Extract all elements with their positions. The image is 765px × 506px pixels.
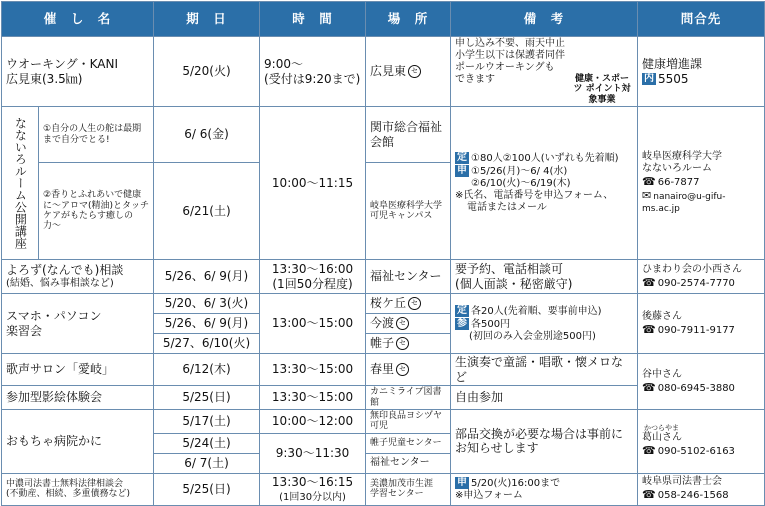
event-place: 今渡 セ xyxy=(366,314,451,334)
event-subtitle: ①自分の人生の舵は最期まで自分でとる! xyxy=(39,107,154,163)
event-date: 5/26、6/ 9(月) xyxy=(154,260,260,294)
event-time: 10:00〜12:00 xyxy=(260,409,366,433)
phone-icon: ☎ xyxy=(642,380,656,394)
center-mark-icon: セ xyxy=(408,297,421,310)
center-mark-icon: セ xyxy=(396,337,409,350)
table-row xyxy=(2,409,765,433)
event-time: 10:00〜11:15 xyxy=(260,107,366,260)
event-place: 福祉センター xyxy=(366,453,451,473)
event-place: カニミライブ図書館 xyxy=(366,386,451,410)
header-row xyxy=(2,2,765,37)
event-note: 申 5/20(火)16:00まで ※申込フォーム xyxy=(451,473,638,506)
event-place: 岐阜医療科学大学可児キャンパス xyxy=(366,163,451,260)
event-time: 13:30〜16:15 (1回30分以内) xyxy=(260,473,366,506)
event-place: 福祉センター xyxy=(366,260,451,294)
phone-icon: ☎ xyxy=(642,488,656,502)
event-date: 5/25(日) xyxy=(154,386,260,410)
event-date: 6/21(土) xyxy=(154,163,260,260)
header-place: 場 所 xyxy=(366,2,451,37)
event-date: 5/20、6/ 3(火) xyxy=(154,294,260,314)
event-contact: 後藤さん ☎ 090-7911-9177 xyxy=(638,294,765,354)
event-time: 13:30〜15:00 xyxy=(260,386,366,410)
header-date: 期 日 xyxy=(154,2,260,37)
event-time: 13:30〜15:00 xyxy=(260,354,366,386)
event-name: なないろルーム公開講座 xyxy=(2,107,39,260)
event-note: 定 ①80人②100人(いずれも先着順) 申 ①5/26(月)〜6/ 4(水) ②6/10(火)〜6/19(木) ※氏名、電話番号を申込フォーム、 電話またはメール xyxy=(451,107,638,260)
mail-icon: ✉ xyxy=(642,189,652,203)
table-row xyxy=(2,354,765,386)
table-row xyxy=(2,37,765,107)
event-date: 6/ 7(土) xyxy=(154,453,260,473)
event-date: 5/25(日) xyxy=(154,473,260,506)
table-row xyxy=(2,294,765,314)
header-event-name: 催 し 名 xyxy=(2,2,154,37)
event-contact: ひまわり会の小西さん ☎ 090-2574-7770 xyxy=(638,260,765,294)
event-date: 5/20(火) xyxy=(154,37,260,107)
phone-icon: ☎ xyxy=(642,175,656,189)
event-name: 参加型影絵体験会 xyxy=(2,386,154,410)
event-time: 13:00〜15:00 xyxy=(260,294,366,354)
event-note: 定 各20人(先着順、要事前申込) 参 各500円 (初回のみ入会金別途500円) xyxy=(451,294,638,354)
event-name: よろず(なんでも)相談 (結婚、悩み事相談など) xyxy=(2,260,154,294)
event-contact: 健康増進課 内 5505 xyxy=(638,37,765,107)
event-date: 6/ 6(金) xyxy=(154,107,260,163)
event-date: 5/27、6/10(火) xyxy=(154,334,260,354)
center-mark-icon: セ xyxy=(408,65,421,78)
header-time: 時 間 xyxy=(260,2,366,37)
event-contact: 岐阜医療科学大学 なないろルーム ☎ 66-7877 ✉ nanairo@u-gifu-ms.ac.jp xyxy=(638,107,765,260)
event-note: 要予約、電話相談可 (個人面談・秘密厳守) xyxy=(451,260,638,294)
event-note: 部品交換が必要な場合は事前に お知らせします xyxy=(451,409,638,473)
event-date: 6/12(木) xyxy=(154,354,260,386)
phone-icon: ☎ xyxy=(642,275,656,289)
event-place: 関市総合福祉会館 xyxy=(366,107,451,163)
event-place: 春里 セ xyxy=(366,354,451,386)
event-name: ウオーキング・KANI 広見東(3.5㎞) xyxy=(2,37,154,107)
table-row xyxy=(2,107,765,163)
event-time: 9:30〜11:30 xyxy=(260,433,366,473)
event-time: 9:00〜 (受付は9:20まで) xyxy=(260,37,366,107)
event-date: 5/24(土) xyxy=(154,433,260,453)
event-place: 帷子児童センター xyxy=(366,433,451,453)
header-contact: 問合先 xyxy=(638,2,765,37)
phone-icon: ☎ xyxy=(642,444,656,458)
event-time: 13:30〜16:00 (1回50分程度) xyxy=(260,260,366,294)
event-place: 美濃加茂市生涯 学習センター xyxy=(366,473,451,506)
event-name: 中濃司法書士無料法律相談会 (不動産、相続、多重債務など) xyxy=(2,473,154,506)
event-place: 帷子 セ xyxy=(366,334,451,354)
event-contact: かつらやま 葛山さん ☎ 090-5102-6163 xyxy=(638,409,765,473)
extension-badge: 内 xyxy=(644,73,655,85)
center-mark-icon: セ xyxy=(396,363,409,376)
event-place: 桜ケ丘 セ xyxy=(366,294,451,314)
event-note: 自由参加 xyxy=(451,386,638,410)
event-place: 広見東 セ xyxy=(366,37,451,107)
event-contact: 谷中さん ☎ 080-6945-3880 xyxy=(638,354,765,410)
event-schedule-table xyxy=(1,1,765,506)
event-date: 5/26、6/ 9(月) xyxy=(154,314,260,334)
event-name: スマホ・パソコン 楽習会 xyxy=(2,294,154,354)
event-contact: 岐阜県司法書士会 ☎ 058-246-1568 xyxy=(638,473,765,506)
event-name: 歌声サロン「愛岐」 xyxy=(2,354,154,386)
event-place: 無印良品ヨシヅヤ可児 xyxy=(366,409,451,433)
event-subtitle: ②香りとふれあいで健康に〜アロマ(精油)とタッチケアがもたらす癒しの力〜 xyxy=(39,163,154,260)
event-name: おもちゃ病院かに xyxy=(2,409,154,473)
phone-icon: ☎ xyxy=(642,322,656,336)
event-date: 5/17(土) xyxy=(154,409,260,433)
center-mark-icon: セ xyxy=(396,317,409,330)
table-row xyxy=(2,260,765,294)
health-point-tag: 健康・スポーツ ポイント対象事業 xyxy=(573,74,631,105)
event-note: 生演奏で童謡・唱歌・懐メロなど xyxy=(451,354,638,386)
header-note: 備 考 xyxy=(451,2,638,37)
table-row xyxy=(2,473,765,506)
event-note: 申し込み不要、雨天中止 小学生以下は保護者同伴 ポールウオーキングも できます 健康・スポーツ ポイント対象事業 xyxy=(451,37,638,107)
